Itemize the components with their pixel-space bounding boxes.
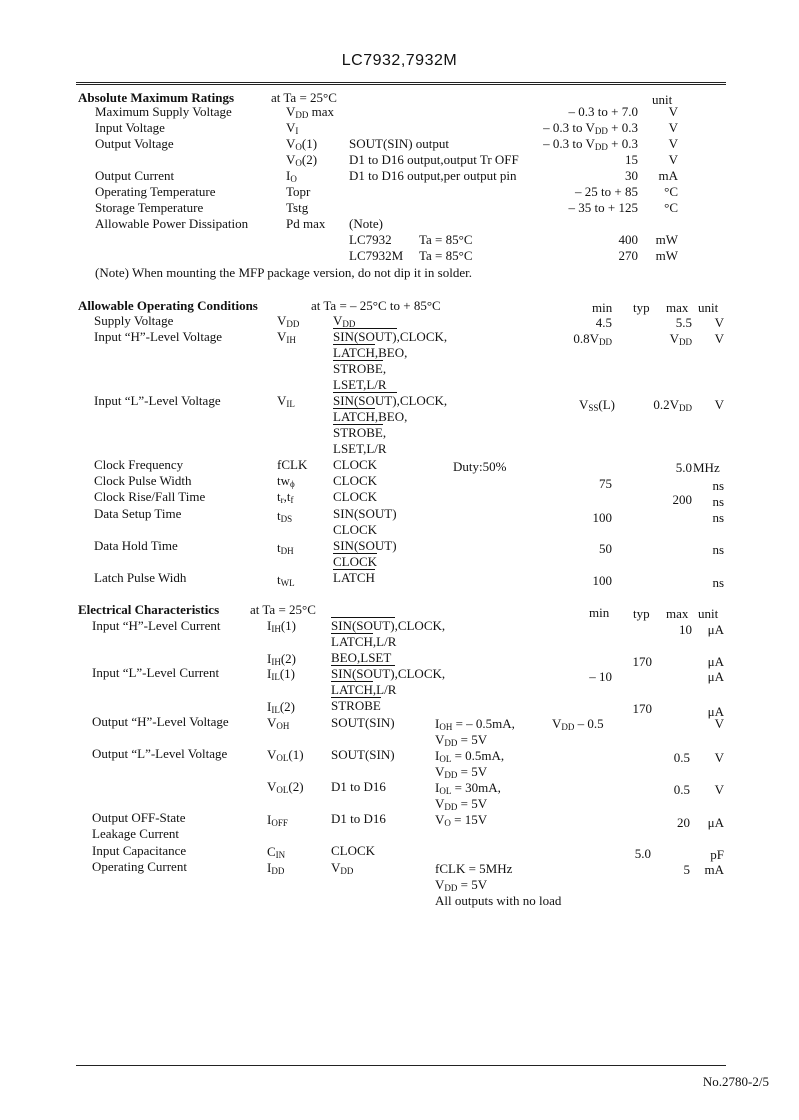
op-vih-min: $0.8V_{DD}$ xyxy=(573,331,612,347)
op-dh-param: Data Hold Time xyxy=(94,538,178,553)
op-ds-symbol: $t_{DS}$ xyxy=(277,508,293,524)
op-vil-pins-1: SIN(SOUT),CLOCK, xyxy=(333,393,448,408)
abs-value: 15 xyxy=(625,152,638,167)
el-iil1-min: – 10 xyxy=(589,669,612,684)
header-rule-2 xyxy=(76,84,726,85)
el-ioff-max: 20 xyxy=(677,815,690,830)
el-iil1-symbol: $I_{IL}(1)$ xyxy=(267,666,296,682)
op-supply-max: 5.5 xyxy=(675,315,692,330)
op-rf-max: 200 xyxy=(672,492,692,507)
el-iih1-pins-1: SIN(SOUT),CLOCK, xyxy=(331,618,446,633)
page-number: No.2780-2/5 xyxy=(702,1074,769,1089)
op-title: Allowable Operating Conditions xyxy=(78,298,258,313)
abs-value: – 0.3 to $V_{DD} + 0.3$ xyxy=(543,120,638,136)
el-vol1-unit: V xyxy=(714,750,724,765)
abs-symbol: Topr xyxy=(286,184,311,199)
abs-value: – 35 to + 125 xyxy=(568,200,638,215)
op-ds-param: Data Setup Time xyxy=(94,506,182,521)
op-pw-min: 75 xyxy=(599,476,612,491)
op-dh-symbol: $t_{DH}$ xyxy=(277,540,294,556)
abs-symbol: $V_{DD}$ max xyxy=(286,104,335,120)
el-title: Electrical Characteristics xyxy=(78,602,220,617)
op-ds-unit: ns xyxy=(712,510,724,525)
el-condition: at Ta = 25°C xyxy=(250,602,316,617)
el-vol1-cond: SOUT(SIN) xyxy=(331,747,395,762)
header-rule xyxy=(76,82,726,83)
el-cin-symbol: $C_{IN}$ xyxy=(267,844,286,860)
el-idd-cond: $V_{DD}$ xyxy=(331,860,354,876)
abs-param: Input Voltage xyxy=(95,120,165,135)
el-ioff-param-2: Leakage Current xyxy=(92,826,179,841)
op-vih-symbol: $V_{IH}$ xyxy=(277,329,296,345)
op-vih-pins-3: STROBE, xyxy=(333,361,387,376)
abs-condition: D1 to D16 output,per output pin xyxy=(349,168,517,183)
el-idd-cond-2: $V_{DD} = 5V$ xyxy=(435,877,488,893)
el-iil-param: Input “L”-Level Current xyxy=(92,665,220,680)
el-voh-cond-2: $V_{DD} = 5V$ xyxy=(435,732,488,748)
abs-symbol: $V_O(2)$ xyxy=(286,152,318,168)
op-typ-header: typ xyxy=(633,300,650,315)
el-idd-cond-1: fCLK = 5MHz xyxy=(435,861,513,876)
abs-condition: at Ta = 25°C xyxy=(271,90,337,105)
abs-param: Allowable Power Dissipation xyxy=(95,216,249,231)
op-unit-header: unit xyxy=(698,300,719,315)
el-vol2-max: 0.5 xyxy=(673,782,690,797)
abs-unit: mW xyxy=(655,232,678,247)
el-iih2-typ: 170 xyxy=(632,654,652,669)
el-vol2-unit: V xyxy=(714,782,724,797)
abs-param: Operating Temperature xyxy=(95,184,216,199)
abs-unit: V xyxy=(668,152,678,167)
el-vol1-cond-1: $I_{OL} = 0.5mA$, xyxy=(435,748,505,764)
el-iih1-max: 10 xyxy=(679,622,692,637)
el-iih2-cond: BEO,LSET xyxy=(331,650,392,665)
op-vil-pins-3: STROBE, xyxy=(333,425,387,440)
el-ioff-cond-1: $V_O = 15V$ xyxy=(435,812,488,828)
el-vol2-symbol: $V_{OL}(2)$ xyxy=(267,779,304,795)
el-ioff-cond: D1 to D16 xyxy=(331,811,386,826)
abs-unit: V xyxy=(668,104,678,119)
el-vol2-cond-1: $I_{OL} = 30mA$, xyxy=(435,780,501,796)
op-rf-cond: CLOCK xyxy=(333,489,378,504)
abs-value: – 0.3 to $V_{DD} + 0.3$ xyxy=(543,136,638,152)
abs-unit: V xyxy=(668,136,678,151)
op-clk-symbol: fCLK xyxy=(277,457,308,472)
op-vil-pins-4: LSET,L/R xyxy=(333,441,387,456)
op-vih-max: $V_{DD}$ xyxy=(669,331,692,347)
abs-condition: LC7932 xyxy=(349,232,392,247)
op-vil-param: Input “L”-Level Voltage xyxy=(94,393,221,408)
el-voh-min: $V_{DD} - 0.5$ xyxy=(552,716,604,732)
abs-symbol: $I_O$ xyxy=(286,168,297,184)
abs-unit: °C xyxy=(664,200,678,215)
op-min-header: min xyxy=(592,300,613,315)
op-max-header: max xyxy=(666,300,689,315)
abs-title: Absolute Maximum Ratings xyxy=(78,90,235,105)
el-iil2-typ: 170 xyxy=(632,701,652,716)
el-cin-unit: pF xyxy=(710,847,724,862)
op-supply-symbol: $V_{DD}$ xyxy=(277,313,300,329)
abs-value: 270 xyxy=(618,248,638,263)
op-vih-param: Input “H”-Level Voltage xyxy=(94,329,223,344)
op-vil-pins-2: LATCH,BEO, xyxy=(333,409,408,424)
el-vol-param: Output “L”-Level Voltage xyxy=(92,746,228,761)
op-clk-param: Clock Frequency xyxy=(94,457,184,472)
op-dh-unit: ns xyxy=(712,542,724,557)
abs-condition-temp: Ta = 85°C xyxy=(419,232,473,247)
op-rf-param: Clock Rise/Fall Time xyxy=(94,489,206,504)
el-vol2-cond-2: $V_{DD} = 5V$ xyxy=(435,796,488,812)
el-cin-typ: 5.0 xyxy=(634,846,651,861)
abs-condition: D1 to D16 output,output Tr OFF xyxy=(349,152,519,167)
el-iih-param: Input “H”-Level Current xyxy=(92,618,221,633)
op-vil-max: $0.2V_{DD}$ xyxy=(653,397,692,413)
abs-unit-header: unit xyxy=(652,92,673,107)
el-min-header: min xyxy=(589,605,610,620)
el-iil2-symbol: $I_{IL}(2)$ xyxy=(267,699,296,715)
op-supply-param: Supply Voltage xyxy=(94,313,174,328)
abs-value: 30 xyxy=(625,168,638,183)
el-iil1-pins-1: SIN(SOUT),CLOCK, xyxy=(331,666,446,681)
op-vih-pins-2: LATCH,BEO, xyxy=(333,345,408,360)
el-voh-unit: V xyxy=(714,716,724,731)
op-supply-cond: $V_{DD}$ xyxy=(333,313,356,329)
el-iih1-pins-2: LATCH,L/R xyxy=(331,634,397,649)
el-iih2-symbol: $I_{IH}(2)$ xyxy=(267,651,297,667)
abs-param: Maximum Supply Voltage xyxy=(95,104,232,119)
op-pw-cond: CLOCK xyxy=(333,473,378,488)
el-cin-param: Input Capacitance xyxy=(92,843,187,858)
el-ioff-unit: μA xyxy=(707,815,724,830)
el-vol1-symbol: $V_{OL}(1)$ xyxy=(267,747,304,763)
abs-unit: V xyxy=(668,120,678,135)
op-wl-cond: LATCH xyxy=(333,570,375,585)
el-typ-header: typ xyxy=(633,606,650,621)
el-iih2-unit: μA xyxy=(707,654,724,669)
el-voh-symbol: $V_{OH}$ xyxy=(267,715,290,731)
page-header-title: LC7932,7932M xyxy=(341,52,458,69)
abs-param: Output Current xyxy=(95,168,175,183)
el-voh-param: Output “H”-Level Voltage xyxy=(92,714,229,729)
op-vil-symbol: $V_{IL}$ xyxy=(277,393,295,409)
op-clk-unit: MHz xyxy=(693,460,720,475)
op-rf-unit: ns xyxy=(712,494,724,509)
el-vol1-max: 0.5 xyxy=(673,750,690,765)
abs-symbol: Tstg xyxy=(286,200,309,215)
el-iil1-pins-2: LATCH,L/R xyxy=(331,682,397,697)
op-vil-unit: V xyxy=(714,397,724,412)
abs-unit: °C xyxy=(664,184,678,199)
op-pw-param: Clock Pulse Width xyxy=(94,473,192,488)
op-rf-symbol: $t_r,t_f$ xyxy=(277,489,294,505)
abs-unit: mW xyxy=(655,248,678,263)
op-pw-symbol: $tw_\phi$ xyxy=(277,473,295,489)
abs-note: (Note) When mounting the MFP package version, do not dip it in solder. xyxy=(95,265,472,280)
op-vih-pins-1: SIN(SOUT),CLOCK, xyxy=(333,329,448,344)
el-ioff-param-1: Output OFF-State xyxy=(92,810,186,825)
op-ds-cond-1: SIN(SOUT) xyxy=(333,506,397,521)
el-idd-cond-3: All outputs with no load xyxy=(435,893,562,908)
op-wl-param: Latch Pulse Widh xyxy=(94,570,187,585)
abs-symbol: $V_I$ xyxy=(286,120,299,136)
abs-condition: LC7932M xyxy=(349,248,404,263)
abs-value: – 0.3 to + 7.0 xyxy=(568,104,638,119)
op-clk-duty: Duty:50% xyxy=(453,459,507,474)
el-iih1-unit: μA xyxy=(707,622,724,637)
el-max-header: max xyxy=(666,606,689,621)
el-iih1-symbol: $I_{IH}(1)$ xyxy=(267,618,297,634)
op-vih-unit: V xyxy=(714,331,724,346)
el-iil2-cond: STROBE xyxy=(331,698,381,713)
abs-value: 400 xyxy=(618,232,638,247)
el-iil2-unit: μA xyxy=(707,704,724,719)
op-wl-unit: ns xyxy=(712,575,724,590)
op-vil-min: $V_{SS}(L)$ xyxy=(578,397,615,413)
op-dh-min: 50 xyxy=(599,541,612,556)
el-unit-header: unit xyxy=(698,606,719,621)
abs-unit: mA xyxy=(658,168,678,183)
el-voh-cond-1: $I_{OH}$ = – 0.5mA, xyxy=(435,716,515,732)
op-dh-cond-2: CLOCK xyxy=(333,554,378,569)
el-cin-cond: CLOCK xyxy=(331,843,376,858)
footer-rule xyxy=(76,1065,726,1066)
abs-symbol: $V_O(1)$ xyxy=(286,136,318,152)
op-supply-min: 4.5 xyxy=(595,315,612,330)
op-supply-unit: V xyxy=(714,315,724,330)
el-idd-param: Operating Current xyxy=(92,859,187,874)
abs-condition: SOUT(SIN) output xyxy=(349,136,450,151)
op-clk-cond: CLOCK xyxy=(333,457,378,472)
op-vih-pins-4: LSET,L/R xyxy=(333,377,387,392)
el-voh-cond: SOUT(SIN) xyxy=(331,715,395,730)
el-ioff-symbol: $I_{OFF}$ xyxy=(267,812,288,828)
abs-param: Output Voltage xyxy=(95,136,174,151)
abs-symbol: Pd max xyxy=(286,216,326,231)
abs-param: Storage Temperature xyxy=(95,200,204,215)
op-dh-cond-1: SIN(SOUT) xyxy=(333,538,397,553)
op-pw-unit: ns xyxy=(712,478,724,493)
abs-value: – 25 to + 85 xyxy=(575,184,638,199)
el-vol1-cond-2: $V_{DD} = 5V$ xyxy=(435,764,488,780)
op-clk-max: 5.0 xyxy=(675,460,692,475)
abs-condition: (Note) xyxy=(349,216,383,231)
abs-condition-temp: Ta = 85°C xyxy=(419,248,473,263)
el-idd-max: 5 xyxy=(683,862,690,877)
el-idd-unit: mA xyxy=(704,862,724,877)
el-vol2-cond: D1 to D16 xyxy=(331,779,386,794)
op-wl-min: 100 xyxy=(592,573,612,588)
el-iil1-unit: μA xyxy=(707,669,724,684)
el-idd-symbol: $I_{DD}$ xyxy=(267,860,285,876)
op-ds-cond-2: CLOCK xyxy=(333,522,378,537)
op-ds-min: 100 xyxy=(592,510,612,525)
op-wl-symbol: $t_{WL}$ xyxy=(277,572,295,588)
op-condition: at Ta = – 25°C to + 85°C xyxy=(311,298,441,313)
